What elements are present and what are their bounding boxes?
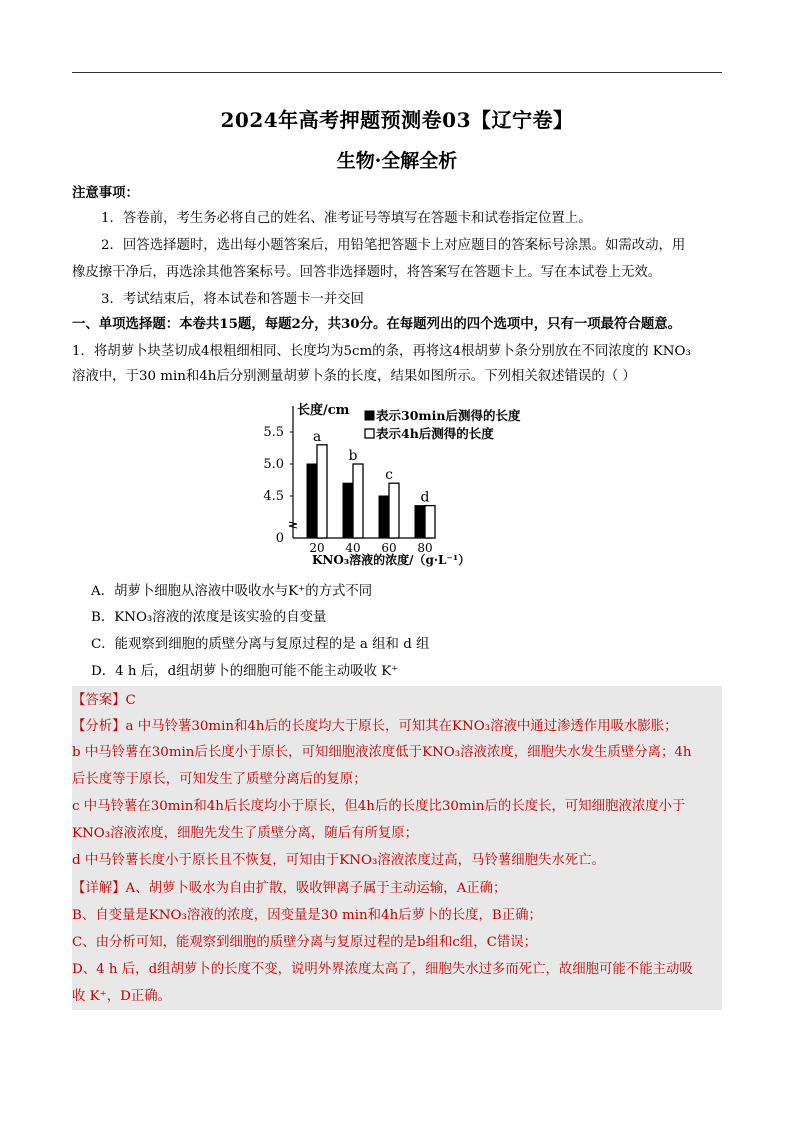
option-c: C．能观察到细胞的质壁分离与复原过程的是 a 组和 d 组 — [91, 637, 430, 652]
answer-line: 【答案】C — [72, 693, 136, 708]
group-label: b — [348, 448, 358, 464]
legend-swatch-hollow — [365, 429, 374, 438]
group-label: c — [385, 467, 393, 484]
analysis-line: KNO₃溶液浓度，细胞先发生了质壁分离，随后有所复原； — [72, 826, 419, 841]
analysis-line: d 中马铃薯长度小于原长且不恢复，可知由于KNO₃溶液浓度过高，马铃薯细胞失水死亡。 — [72, 853, 605, 868]
analysis-line: b 中马铃薯在30min后长度小于原长，可知细胞液浓度低于KNO₃溶液浓度，细胞失水发生质壁分离；4h — [72, 745, 692, 760]
detail-line: 【详解】A、胡萝卜吸水为自由扩散，吸收钾离子属于主动运输，A正确； — [72, 881, 507, 896]
analysis-line: 后长度等于原长，可知发生了质壁分离后的复原； — [72, 772, 367, 787]
detail-line: C、由分析可知，能观察到细胞的质壁分离与复原过程的是b组和c组，C错误； — [72, 935, 538, 950]
x-axis-label: KNO₃溶液的浓度/（g·L⁻¹） — [312, 553, 471, 567]
bar-chart — [260, 398, 521, 573]
axis-break-mark — [289, 522, 297, 528]
legend-label: 表示30min后测得的长度 — [376, 408, 521, 423]
detail-line: B、自变量是KNO₃溶液的浓度，因变量是30 min和4h后萝卜的长度，B正确； — [72, 908, 542, 923]
group-label: a — [312, 428, 322, 445]
x-tick-label: 20 — [309, 541, 325, 555]
header-rule — [72, 72, 722, 73]
notice-item: 1．答卷前，考生务必将自己的姓名、准考证号等填写在答题卡和试卷指定位置上。 — [101, 211, 592, 226]
group-label: d — [420, 489, 430, 506]
analysis-line: c 中马铃薯在30min和4h后长度均小于原长，但4h后的长度比30min后的长度长，可知细胞液浓度小于 — [72, 799, 686, 814]
page-title: 2024年高考押题预测卷03【辽宁卷】 — [220, 108, 574, 132]
notice-item: 2．回答选择题时，选出每小题答案后，用铅笔把答题卡上对应题目的答案标号涂黑。如需改动，用 — [101, 238, 686, 253]
analysis-line: 【分析】a 中马铃薯30min和4h后的长度均大于原长，可知其在KNO₃溶液中通过渗透作用吸水膨胀； — [72, 719, 678, 734]
y-tick-label: 5.0 — [263, 457, 284, 472]
section-heading: 一、单项选择题：本卷共15题，每题2分，共30分。在每题列出的四个选项中，只有一项最符合题意。 — [72, 316, 681, 332]
bar-30min — [415, 506, 425, 538]
x-tick-label: 60 — [381, 541, 397, 555]
x-tick-label: 80 — [417, 541, 433, 555]
question-stem: 溶液中，于30 min和4h后分别测量胡萝卜条的长度，结果如图所示。下列相关叙述错误的（ ） — [72, 369, 636, 384]
option-d: D．4 h 后，d组胡萝卜的细胞可能不能主动吸收 K⁺ — [91, 664, 399, 679]
bar-4h — [389, 483, 399, 538]
option-b: B．KNO₃溶液的浓度是该实验的自变量 — [91, 610, 327, 625]
y-tick-label: 0 — [275, 531, 284, 546]
y-axis-label: 长度/cm — [297, 403, 350, 418]
bar-30min — [343, 483, 353, 538]
option-a: A．胡萝卜细胞从溶液中吸收水与K⁺的方式不同 — [91, 584, 373, 599]
notice-heading: 注意事项： — [72, 185, 139, 201]
bar-4h — [353, 464, 363, 538]
y-tick-label: 5.5 — [263, 425, 284, 440]
page-subtitle: 生物·全解全析 — [336, 150, 458, 172]
detail-line: 收 K⁺，D正确。 — [72, 989, 172, 1004]
y-tick-label: 4.5 — [263, 489, 284, 504]
legend-swatch-solid — [365, 411, 374, 420]
bar-30min — [379, 496, 389, 538]
question-stem: 1．将胡萝卜块茎切成4根粗细相同、长度均为5cm的条，再将这4根胡萝卜条分别放在不同浓度的 KNO₃ — [72, 344, 691, 359]
x-tick-label: 40 — [345, 541, 361, 555]
notice-item: 橡皮擦干净后，再选涂其他答案标号。回答非选择题时，将答案写在答题卡上。写在本试卷上无效。 — [72, 265, 662, 280]
bar-4h — [425, 506, 435, 538]
detail-line: D、4 h 后，d组胡萝卜的长度不变，说明外界浓度太高了，细胞失水过多而死亡，故细胞可能不能主动吸 — [72, 962, 693, 977]
bar-4h — [317, 445, 327, 538]
notice-item: 3．考试结束后，将本试卷和答题卡一并交回 — [101, 292, 364, 307]
bar-30min — [307, 464, 317, 538]
legend-label: 表示4h后测得的长度 — [376, 426, 494, 441]
